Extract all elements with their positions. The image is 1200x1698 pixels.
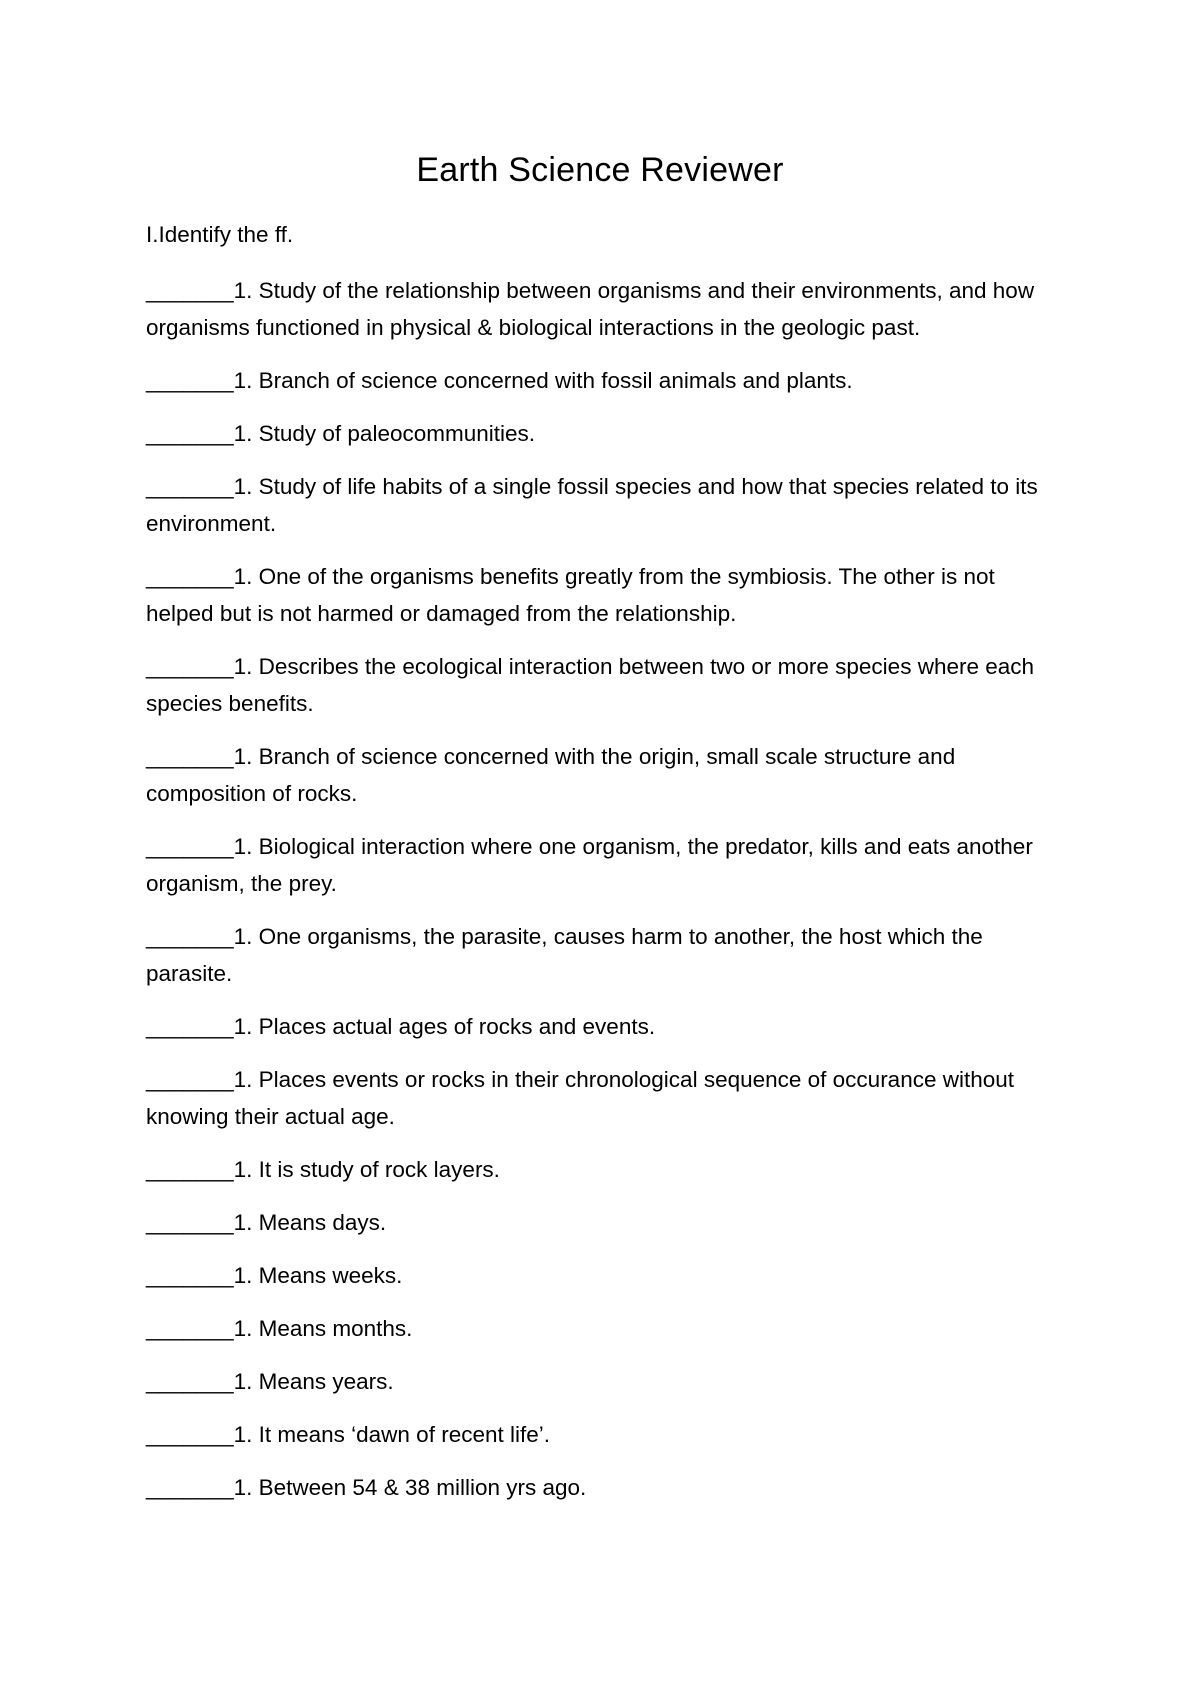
question-item: _______1. Study of the relationship between organisms and their environments, and how organisms functioned in physical & biological interactions in the geologic past. [146,278,1035,340]
question-item: _______1. Between 54 & 38 million yrs ago. [146,1475,587,1500]
question-item: _______1. One of the organisms benefits greatly from the symbiosis. The other is not helped but is not harmed or damaged from the relationship. [146,564,995,626]
question-item: _______1. Places events or rocks in their chronological sequence of occurance without knowing their actual age. [146,1067,1015,1129]
section-heading: I.Identify the ff. [146,222,294,247]
question-item: _______1. Means weeks. [146,1263,403,1288]
question-item: _______1. Places actual ages of rocks and events. [146,1014,656,1039]
question-item: _______1. Study of paleocommunities. [146,421,536,446]
document-title: Earth Science Reviewer [416,151,784,189]
question-item: _______1. It is study of rock layers. [146,1157,500,1182]
question-item: _______1. Means days. [146,1210,387,1235]
question-item: _______1. Biological interaction where one organism, the predator, kills and eats another organism, the prey. [146,834,1033,896]
question-item: _______1. Study of life habits of a single fossil species and how that species related to its environment. [146,474,1038,536]
question-item: _______1. Means months. [146,1316,413,1341]
question-item: _______1. Means years. [146,1369,394,1394]
question-item: _______1. Branch of science concerned with fossil animals and plants. [146,368,853,393]
question-item: _______1. Branch of science concerned with the origin, small scale structure and composition of rocks. [146,744,956,806]
question-item: _______1. It means ‘dawn of recent life’. [146,1422,551,1447]
question-item: _______1. Describes the ecological interaction between two or more species where each species benefits. [146,654,1035,716]
question-item: _______1. One organisms, the parasite, causes harm to another, the host which the parasite. [146,924,983,986]
question-list [146,272,1066,1522]
